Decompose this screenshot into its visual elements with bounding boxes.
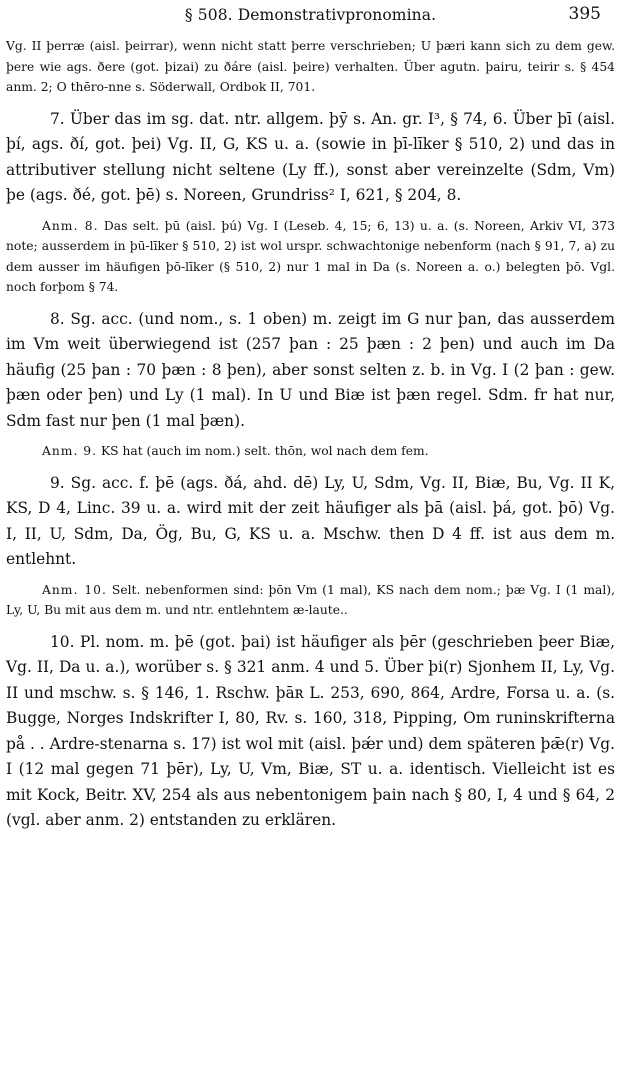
note-anm-10 [6,580,615,621]
paragraph-text: 10. Pl. nom. m. þē (got. þai) ist häufiger als þēr (geschrieben þeer Biæ, Vg. II, Da u. a.), worüber s. § 321 anm. 4 und 5. Über þi(r) Sjonhem II, Ly, Vg. II und mschw. s. § 146, 1. Rschw. þāʀ L. 253, 690, 864, Ardre, Forsa u. a. (s. Bugge, Norges Indskrifter I, 80, Rv. s. 160, 318, Pipping, Om runinskrifterna på . . Ardre-stenarna s. 17) ist wol mit (aisl. þǽr und) dem späteren þǣ(r) Vg. I (12 mal gegen 71 þēr), Ly, U, Vm, Biæ, ST u. a. identisch. Vielleicht ist es mit Kock, Beitr. XV, 254 als aus nebentonigem þain nach § 80, I, 4 und § 64, 2 (vgl. aber anm. 2) entstanden zu erklären. [6,632,615,829]
note-anm-9 [6,441,615,462]
note-label: Anm. 8. [42,218,99,233]
note-text: Das selt. þū (aisl. þú) Vg. I (Leseb. 4, 15; 6, 13) u. a. (s. Noreen, Arkiv VI, 373 note; ausserdem in þū-līker § 510, 2) ist wol urspr. schwachtonige nebenform (nach § 91, 7, a) zu dem ausser im häufigen þō-līker (§ 510, 2) nur 1 mal in Da (s. Noreen a. o.) belegten þō. Vgl. noch forþom § 74. [6,218,615,294]
continuation-paragraph [6,36,615,98]
paragraph-9 [6,471,615,573]
note-text: KS hat (auch im nom.) selt. thōn, wol nach dem fem. [100,444,429,458]
note-label: Anm. 10. [42,582,107,597]
page-header [0,4,621,28]
paragraph-7 [6,107,615,209]
paragraph-text: Vg. II þerræ (aisl. þeirrar), wenn nicht statt þerre verschrieben; U þæri kann sich zu dem gew. þere wie ags. ðere (got. þizai) zu ðáre (aisl. þeire) verhalten. Über agutn. þairu, teirir s. § 454 anm. 2; O thēro-nne s. Söderwall, Ordbok II, 701. [6,39,615,94]
note-anm-8 [6,216,615,298]
paragraph-text: 9. Sg. acc. f. þē (ags. ðá, ahd. dē) Ly, U, Sdm, Vg. II, Biæ, Bu, Vg. II K, KS, D 4, Linc. 39 u. a. wird mit der zeit häufiger als þā (aisl. þá, got. þō) Vg. I, II, U, Sdm, Da, Ög, Bu, G, KS u. a. Mschw. then D 4 ff. ist aus dem m. entlehnt. [6,473,615,568]
paragraph-text: 8. Sg. acc. (und nom., s. 1 oben) m. zeigt im G nur þan, das ausserdem im Vm weit überwiegend ist (257 þan : 25 þæn : 2 þen) und auch im Da häufig (25 þan : 70 þæn : 8 þen), aber sonst selten z. b. in Vg. I (2 þan : gew. þæn oder þen) und Ly (1 mal). In U und Biæ ist þæn regel. Sdm. fr hat nur, Sdm fast nur þen (1 mal þæn). [6,309,615,430]
note-text: Selt. nebenformen sind: þōn Vm (1 mal), KS nach dem nom.; þæ Vg. I (1 mal), Ly, U, Bu mit aus dem m. und ntr. entlehntem æ-laute.. [6,582,615,617]
page-number: 395 [568,4,601,24]
paragraph-10 [6,630,615,834]
paragraph-text: 7. Über das im sg. dat. ntr. allgem. þӯ s. An. gr. I³, § 74, 6. Über þī (aisl. þí, ags. ðí, got. þei) Vg. II, G, KS u. a. (sowie in þī-līker § 510, 2) und das in attributiver stellung nicht seltene (Ly ff.), sonst aber vereinzelte (Sdm, Vm) þe (ags. ðé, got. þē) s. Noreen, Grundriss² I, 621, § 204, 8. [6,109,615,204]
paragraph-8 [6,307,615,435]
note-label: Anm. 9. [42,444,98,458]
running-title: § 508. Demonstrativpronomina. [184,6,437,24]
page-body [6,36,615,834]
